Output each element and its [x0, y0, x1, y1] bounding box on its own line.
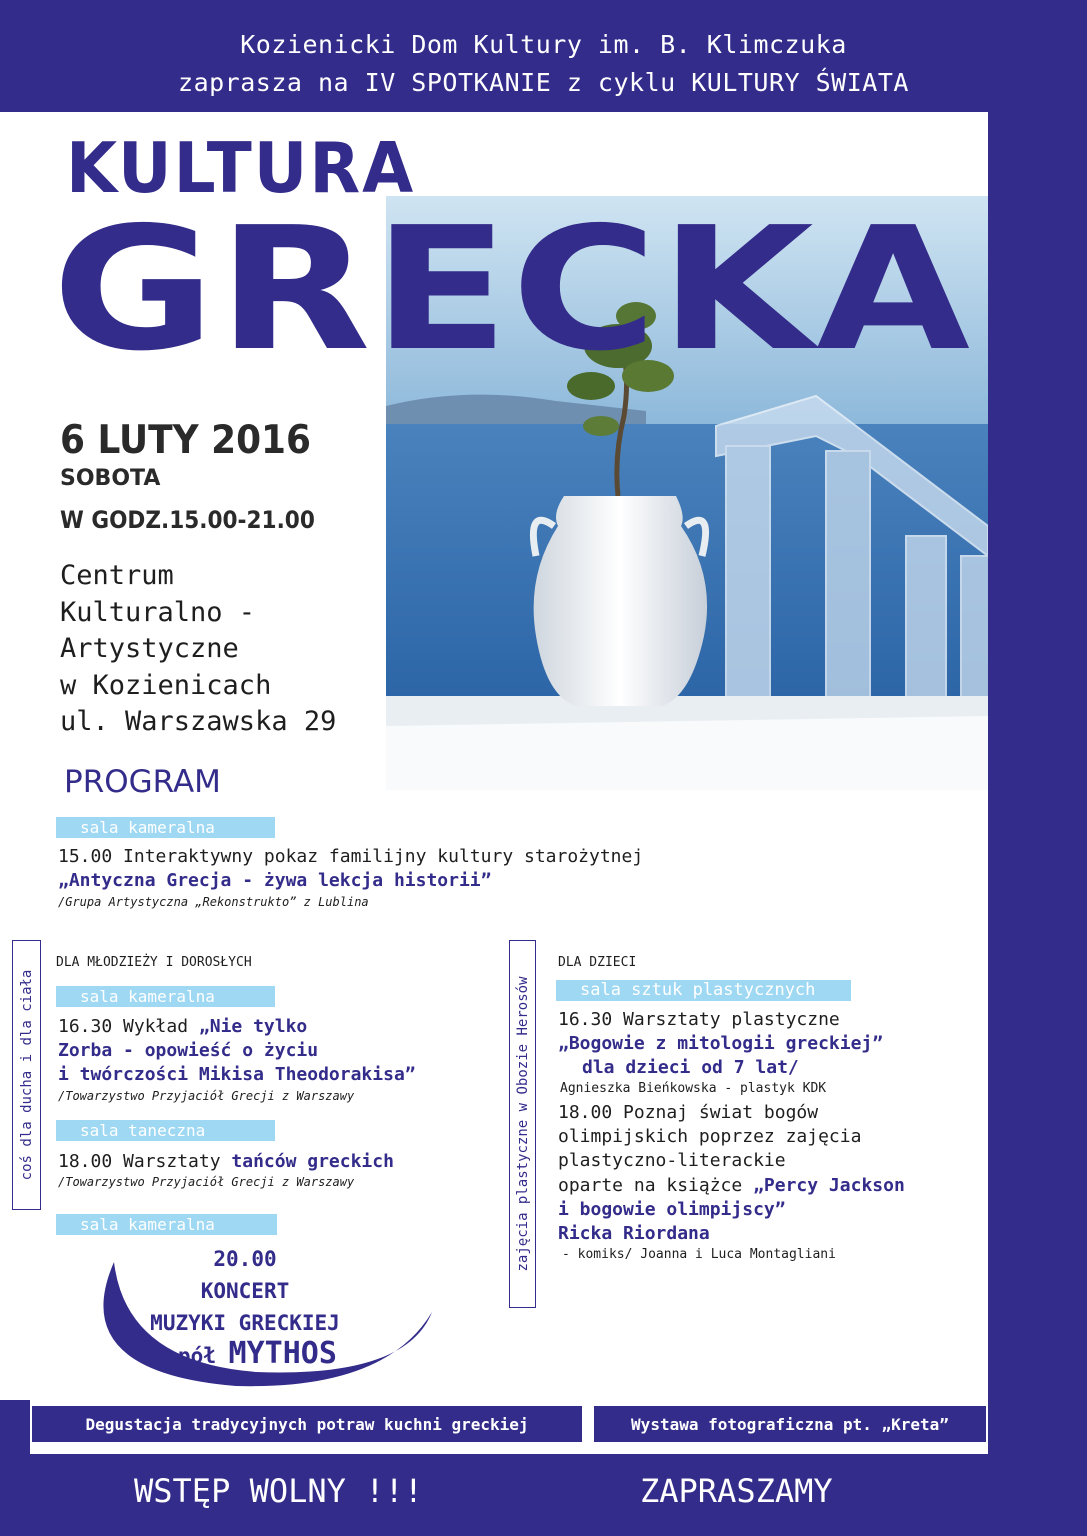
dance-title: tańców greckich	[231, 1151, 394, 1172]
concert-line: KONCERT	[200, 1279, 290, 1303]
exhibition-box: Wystawa fotograficzna pt. „Kreta”	[592, 1404, 988, 1444]
dance-line	[58, 1150, 394, 1175]
concert-block	[120, 1243, 370, 1339]
greek-vase-icon	[533, 496, 707, 706]
opening-title: „Antyczna Grecja - żywa lekcja historii”	[58, 870, 492, 891]
lecture-prefix: 16.30 Wykład	[58, 1016, 199, 1037]
band-prefix: zespół	[140, 1344, 229, 1368]
lecture-note: /Towarzystwo Przyjaciół Grecji z Warszawy	[58, 1089, 355, 1103]
tasting-box: Degustacja tradycyjnych potraw kuchni greckiej	[30, 1404, 584, 1444]
kids-w2-book-line	[558, 1174, 905, 1199]
kids-w1-age: dla dzieci od 7 lat/	[582, 1057, 799, 1078]
kids-w2-book-title-2: i bogowie olimpijscy”	[558, 1199, 786, 1220]
invite-text: ZAPRASZAMY	[640, 1472, 833, 1510]
kids-w2-author: Ricka Riordana	[558, 1223, 710, 1244]
adults-heading: DLA MŁODZIEŻY I DOROSŁYCH	[56, 955, 252, 970]
event-date: 6 LUTY 2016	[60, 418, 311, 463]
title-kultura: KULTURA	[66, 128, 416, 209]
header-line-2: zaprasza na IV SPOTKANIE z cyklu KULTURY ŚWIATA	[178, 68, 909, 97]
dance-prefix: 18.00 Warsztaty	[58, 1151, 232, 1172]
band-name: MYTHOS	[228, 1336, 337, 1371]
side-label-adults: coś dla ducha i dla ciała	[18, 969, 35, 1181]
room-tag: sala sztuk plastycznych	[556, 980, 851, 1001]
venue-address	[60, 558, 336, 741]
concert-line: 20.00	[213, 1247, 277, 1271]
kids-w2-line: plastyczno-literackie	[558, 1150, 786, 1171]
side-label-box-adults	[12, 940, 41, 1210]
room-tag: sala kameralna	[56, 986, 275, 1007]
dance-note: /Towarzystwo Przyjaciół Grecji z Warszawy	[58, 1175, 355, 1189]
opening-note: /Grupa Artystyczna „Rekonstrukto” z Lublina	[58, 895, 369, 909]
room-tag: sala kameralna	[56, 817, 275, 838]
side-label-kids: zajęcia plastyczne w Obozie Herosów	[514, 976, 531, 1272]
lecture-line-3: i twórczości Mikisa Theodorakisa”	[58, 1064, 416, 1085]
kids-heading: DLA DZIECI	[558, 955, 637, 970]
venue-line: Artystyczne	[60, 633, 239, 664]
event-day: SOBOTA	[60, 466, 161, 491]
header-line-1: Kozienicki Dom Kultury im. B. Klimczuka	[240, 30, 847, 59]
room-tag: sala kameralna	[56, 1214, 277, 1235]
kids-w2-line: olimpijskich poprzez zajęcia	[558, 1126, 862, 1147]
opening-line-1: 15.00 Interaktywny pokaz familijny kultury starożytnej	[58, 846, 644, 867]
kids-w2-line: 18.00 Poznaj świat bogów	[558, 1102, 819, 1123]
kids-w2-note: - komiks/ Joanna i Luca Montagliani	[562, 1247, 836, 1262]
event-hours: W GODZ.15.00-21.00	[60, 506, 315, 534]
kids-w1-note: Agnieszka Bieńkowska - plastyk KDK	[560, 1081, 827, 1096]
kids-w2-book-title: „Percy Jackson	[753, 1175, 905, 1196]
footer-left-strip	[0, 1400, 30, 1454]
side-label-box-kids	[509, 940, 536, 1308]
right-border-band	[988, 0, 1087, 1536]
concert-band-line	[140, 1336, 337, 1371]
lecture-title: „Nie tylko	[198, 1016, 308, 1037]
venue-line: w Kozienicach	[60, 669, 272, 701]
kids-w1-title: „Bogowie z mitologii greckiej”	[558, 1033, 884, 1054]
kids-w1-line-1: 16.30 Warsztaty plastyczne	[558, 1009, 840, 1030]
kids-w2-prefix: oparte na książce	[558, 1175, 754, 1196]
venue-line: Kulturalno -	[60, 596, 256, 628]
lecture-line-1	[58, 1015, 307, 1040]
concert-line: MUZYKI GRECKIEJ	[150, 1311, 340, 1335]
venue-line: ul. Warszawska 29	[60, 706, 337, 737]
room-tag: sala taneczna	[56, 1120, 275, 1141]
lecture-line-2: Zorba - opowieść o życiu	[58, 1040, 319, 1061]
free-entry-text: WSTĘP WOLNY !!!	[134, 1472, 423, 1510]
venue-line: Centrum	[60, 560, 174, 591]
program-heading: PROGRAM	[64, 764, 221, 800]
title-grecka: GRECKA	[52, 191, 973, 389]
